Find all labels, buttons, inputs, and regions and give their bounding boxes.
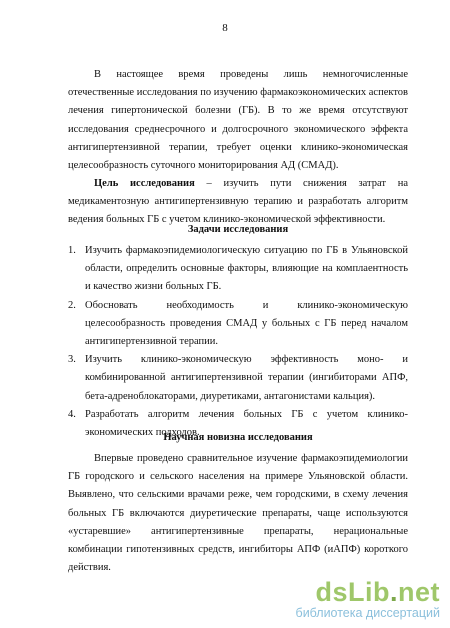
novelty-heading: Научная новизна исследования xyxy=(163,432,313,443)
task-text: Изучить фармакоэпидемиологическую ситуацию по ГБ в Ульяновской области, определить основные факторы, влияющие на комплаентность и качество жизни больных ГБ. xyxy=(85,245,408,293)
tasks-list xyxy=(68,242,408,442)
goal-text: – изучить пути снижения затрат на медикаментозную антигипертензивную терапию и разработать алгоритм ведения больных ГБ с учетом клинико-экономической эффективности. xyxy=(68,178,408,226)
task-number: 2. xyxy=(68,299,76,311)
watermark-logo-main: dsLib xyxy=(315,577,390,607)
dslib-watermark xyxy=(296,578,440,620)
task-number: 4. xyxy=(68,408,76,420)
task-number: 1. xyxy=(68,245,76,256)
task-text: Разработать алгоритм лечения больных ГБ с учетом клинико-экономических подходов. xyxy=(85,408,408,439)
watermark-subtitle: библиотека диссертаций xyxy=(295,606,440,620)
task-item xyxy=(68,297,408,352)
tasks-heading: Задачи исследования xyxy=(187,224,289,235)
task-text: Изучить клинико-экономическую эффективность моно- и комбинированной антигипертензивной терапии (ингибиторами АПФ, бета-адреноблокаторами, диуретиками, антагонистами кальция). xyxy=(85,354,408,402)
novelty-paragraph: Впервые проведено сравнительное изучение фармакоэпидемиологии ГБ городского и сельского населения на примере Ульяновской области. Выявлено, что сельскими врачами реже, чем городскими, в схему лечения больных ГБ включаются диуретические препараты, чаще используются «устаревшие» антигипертензивные препараты, нерациональные комбинации гипотензивных средств, ингибиторы АПФ (иАПФ) короткого действия. xyxy=(68,453,408,574)
goal-paragraph xyxy=(68,175,408,230)
task-item xyxy=(68,351,408,406)
watermark-logo-dot: . xyxy=(389,577,398,607)
watermark-logo-tld: net xyxy=(398,577,440,607)
task-item xyxy=(68,242,408,297)
watermark-logo xyxy=(296,578,440,606)
page-number: 8 xyxy=(222,22,228,34)
task-text: Обосновать необходимость и клинико-экономическую целесообразность проведения СМАД у больных с ГБ перед началом антигипертензивной терапии. xyxy=(85,299,408,348)
intro-paragraph: В настоящее время проведены лишь немногочисленные отечественные исследования по изучению фармакоэкономических аспектов лечения гипертонической болезни (ГБ). В то же время отсутствуют исследования среднесрочного и долгосрочного экономического эффекта антигипертензивной терапии, требует оценки клинико-экономическая целесообразность суточного мониторирования АД (СМАД). xyxy=(68,69,408,172)
goal-label: Цель исследования xyxy=(94,178,195,189)
task-number: 3. xyxy=(68,354,76,366)
